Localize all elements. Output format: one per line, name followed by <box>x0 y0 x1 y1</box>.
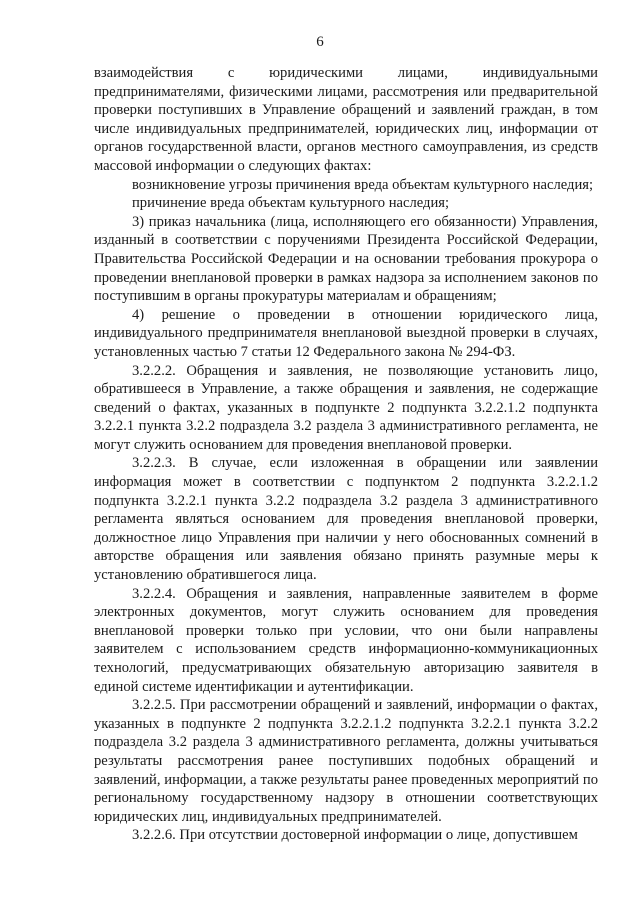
paragraph-item-4-decision: 4) решение о проведении в отношении юридического лица, индивидуального предпринимателя внеплановой выездной проверки в случаях, установленных частью 7 статьи 12 Федерального закона № 294-ФЗ. <box>94 306 598 360</box>
paragraph-threat-of-harm: возникновение угрозы причинения вреда объектам культурного наследия; <box>132 176 594 193</box>
document-body <box>94 64 598 845</box>
paragraph-continuation: взаимодействия с юридическими лицами, индивидуальными предпринимателями, физическими лицами, рассмотрения или предварительной проверки поступивших в Управление обращений и заявлений граждан, в том числе индивидуальных предпринимателей, юридических лиц, информации от органов государственной власти, органов местного самоуправления, из средств массовой информации о следующих фактах: <box>94 65 598 174</box>
page-number: 6 <box>316 34 324 50</box>
paragraph-3-2-2-6: 3.2.2.6. При отсутствии достоверной информации о лице, допустившем <box>132 827 578 844</box>
paragraph-harm-caused: причинение вреда объектам культурного наследия; <box>132 195 450 212</box>
paragraph-3-2-2-3: 3.2.2.3. В случае, если изложенная в обращении или заявлении информация может в соответствии с подпунктом 2 подпункта 3.2.2.1.2 подпункта 3.2.2.1 пункта 3.2.2 подраздела 3.2 раздела 3 административного регламента являться основанием для проведения внеплановой проверки, должностное лицо Управления при наличии у него обоснованных сомнений в авторстве обращения или заявления обязано принять разумные меры к установлению обратившегося лица. <box>94 455 598 584</box>
paragraph-3-2-2-4: 3.2.2.4. Обращения и заявления, направленные заявителем в форме электронных документов, могут служить основанием для проведения внеплановой проверки только при условии, что они были направлены заявителем с использованием средств информационно-коммуникационных технологий, предусматривающих обязательную авторизацию заявителя в единой системе идентификации и аутентификации. <box>94 585 598 695</box>
paragraph-item-3-order: 3) приказ начальника (лица, исполняющего его обязанности) Управления, изданный в соответствии с поручениями Президента Российской Федерации, Правительства Российской Федерации и на основании требования прокурора о проведении внеплановой проверки в рамках надзора за исполнением законов по поступившим в органы прокуратуры материалам и обращениям; <box>94 213 598 305</box>
paragraph-3-2-2-5: 3.2.2.5. При рассмотрении обращений и заявлений, информации о фактах, указанных в подпункте 2 подпункта 3.2.2.1.2 подпункта 3.2.2.1 пункта 3.2.2 подраздела 3.2 раздела 3 административного регламента, должны учитываться результаты рассмотрения ранее поступивших подобных обращений и заявлений, информации, а также результаты ранее проведенных мероприятий по региональному государственному надзору в отношении соответствующих юридических лиц, индивидуальных предпринимателей. <box>94 697 598 825</box>
paragraph-3-2-2-2: 3.2.2.2. Обращения и заявления, не позволяющие установить лицо, обратившееся в Управление, а также обращения и заявления, не содержащие сведений о фактах, указанных в подпункте 2 подпункта 3.2.2.1.2 подпункта 3.2.2.1 пункта 3.2.2 подраздела 3.2 раздела 3 административного регламента, не могут служить основанием для проведения внеплановой проверки. <box>94 362 598 453</box>
